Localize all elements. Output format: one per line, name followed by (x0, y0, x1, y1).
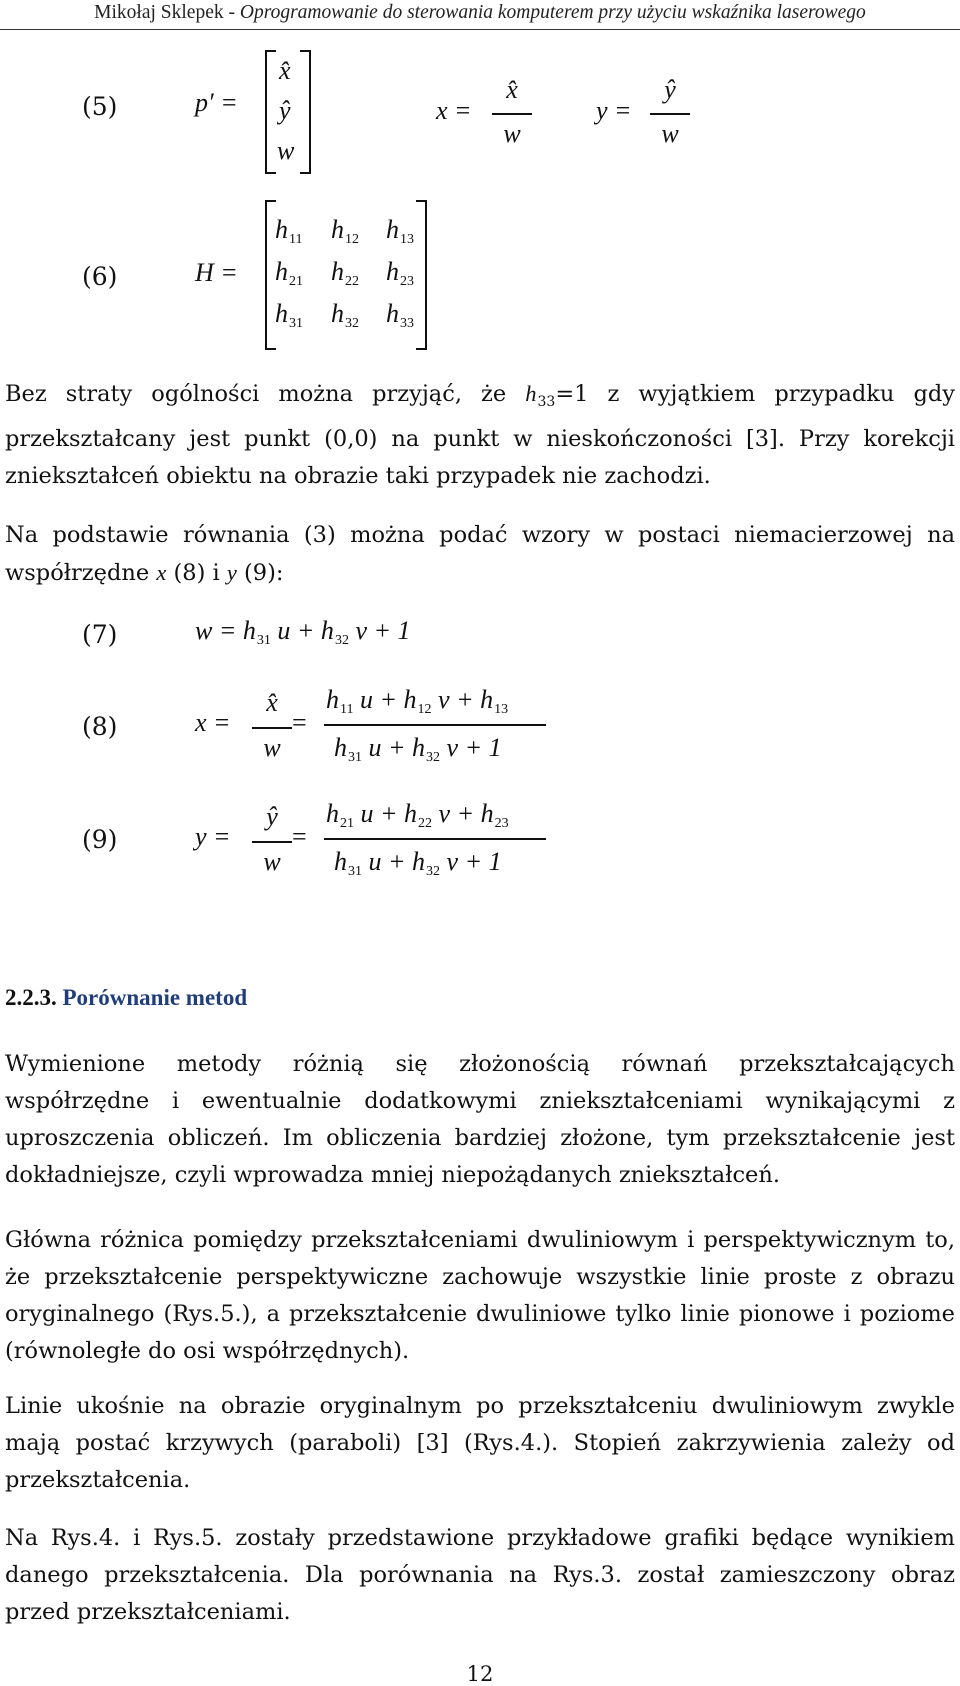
x-denominator: w (503, 119, 521, 148)
running-header (0, 2, 960, 24)
equation-number: (9) (82, 825, 118, 854)
y-numerator: ŷ (664, 75, 676, 104)
equation-lhs: y = (195, 822, 231, 851)
matrix-entry: $h_{32}$ (331, 299, 359, 331)
equation-number: (6) (82, 262, 118, 291)
paragraph: Na podstawie równania (3) można podać wzory w postaci niemacierzowej na współrzędne x (8) i y (9): (5, 522, 955, 586)
page-number: 12 (466, 1662, 494, 1686)
fraction-line (324, 724, 546, 726)
paragraph: Główna różnica pomiędzy przekształceniami dwuliniowym i perspektywicznym to, że przekształcenie perspektywiczne zachowuje wszystkie linie proste z obrazu oryginalnego (Rys.5.), a przekształcenie dwuliniowe tylko linie pionowe i poziome (równoległe do osi współrzędnych). (5, 1227, 955, 1364)
vector-entry: w (277, 136, 295, 165)
equation-lhs: x = (195, 708, 231, 737)
fraction-numerator: $h_{11}$ $u + h_{12}$ $v + h_{13}$ (326, 685, 509, 717)
right-bracket (416, 200, 427, 350)
matrix-entry: $h_{23}$ (386, 257, 414, 289)
paragraph: Wymienione metody różnią się złożonością równań przekształcających współrzędne i ewentualnie dodatkowymi zniekształceniami wynikającymi z uproszczenia obliczeń. Im obliczenia bardziej złożone, tym przekształcenie jest dokładniejsze, czyli wprowadza mniej niepożądanych zniekształceń. (5, 1051, 955, 1188)
fraction-numerator: ŷ (266, 802, 278, 831)
fraction-numerator: x̂ (266, 688, 278, 717)
y-denominator: w (661, 119, 679, 148)
fraction-line (492, 113, 532, 115)
section-heading (5, 985, 247, 1011)
paragraph: Linie ukośnie na obrazie oryginalnym po przekształceniu dwuliniowym zwykle mają postać krzywych (paraboli) [3] (Rys.4.). Stopień zakrzywienia zależy od przekształcenia. (5, 1393, 955, 1493)
equation-number: (7) (82, 620, 118, 649)
paragraph: Na Rys.4. i Rys.5. zostały przedstawione przykładowe grafiki będące wynikiem danego przekształcenia. Dla porównania na Rys.3. został zamieszczony obraz przed przekształceniami. (5, 1525, 955, 1625)
fraction-line (252, 727, 292, 729)
header-rule (0, 29, 960, 30)
vector-entry: x̂ (279, 56, 291, 85)
equation-lhs: p′ = (195, 88, 238, 117)
equation-number: (8) (82, 712, 118, 741)
matrix-entry: $h_{33}$ (386, 299, 414, 331)
fraction-denominator: $h_{31}$ $u + h_{32}$ v + 1 (334, 733, 502, 765)
equals-sign: = (292, 708, 307, 737)
fraction-denominator: $h_{31}$ $u + h_{32}$ v + 1 (334, 847, 502, 879)
paragraph: Bez straty ogólności można przyjąć, że $h_{33}=1$ z wyjątkiem przypadku gdy przekształcany jest punkt (0,0) na punkt w nieskończoności [3]. Przy korekcji zniekształceń obiektu na obrazie taki przypadek nie zachodzi. (5, 381, 955, 489)
matrix-entry: $h_{13}$ (386, 215, 414, 247)
right-bracket (300, 50, 311, 174)
vector-entry: ŷ (279, 96, 291, 125)
left-bracket (265, 50, 276, 174)
matrix-entry: $h_{31}$ (275, 299, 303, 331)
equation-lhs: H = (195, 258, 238, 287)
fraction-denominator: w (263, 733, 281, 762)
matrix-entry: $h_{11}$ (275, 215, 303, 247)
fraction-line (252, 841, 292, 843)
x-numerator: x̂ (506, 75, 518, 104)
fraction-numerator: $h_{21}$ $u + h_{22}$ $v + h_{23}$ (326, 799, 509, 831)
fraction-denominator: w (263, 847, 281, 876)
equation-number: (5) (82, 92, 118, 121)
header-author: Mikołaj Sklepek - (94, 2, 240, 23)
y-lhs: y = (596, 96, 632, 125)
section-number: 2.2.3. (5, 985, 57, 1010)
section-title: Porównanie metod (62, 985, 248, 1010)
header-title: Oprogramowanie do sterowania komputerem przy użyciu wskaźnika laserowego (239, 2, 866, 23)
matrix-entry: $h_{22}$ (331, 257, 359, 289)
x-lhs: x = (436, 96, 472, 125)
equation-body: $w = h_{31}$ $u + h_{32}$ v + 1 (195, 616, 411, 648)
fraction-line (324, 838, 546, 840)
matrix-entry: $h_{21}$ (275, 257, 303, 289)
fraction-line (650, 113, 690, 115)
matrix-entry: $h_{12}$ (331, 215, 359, 247)
equals-sign: = (292, 822, 307, 851)
